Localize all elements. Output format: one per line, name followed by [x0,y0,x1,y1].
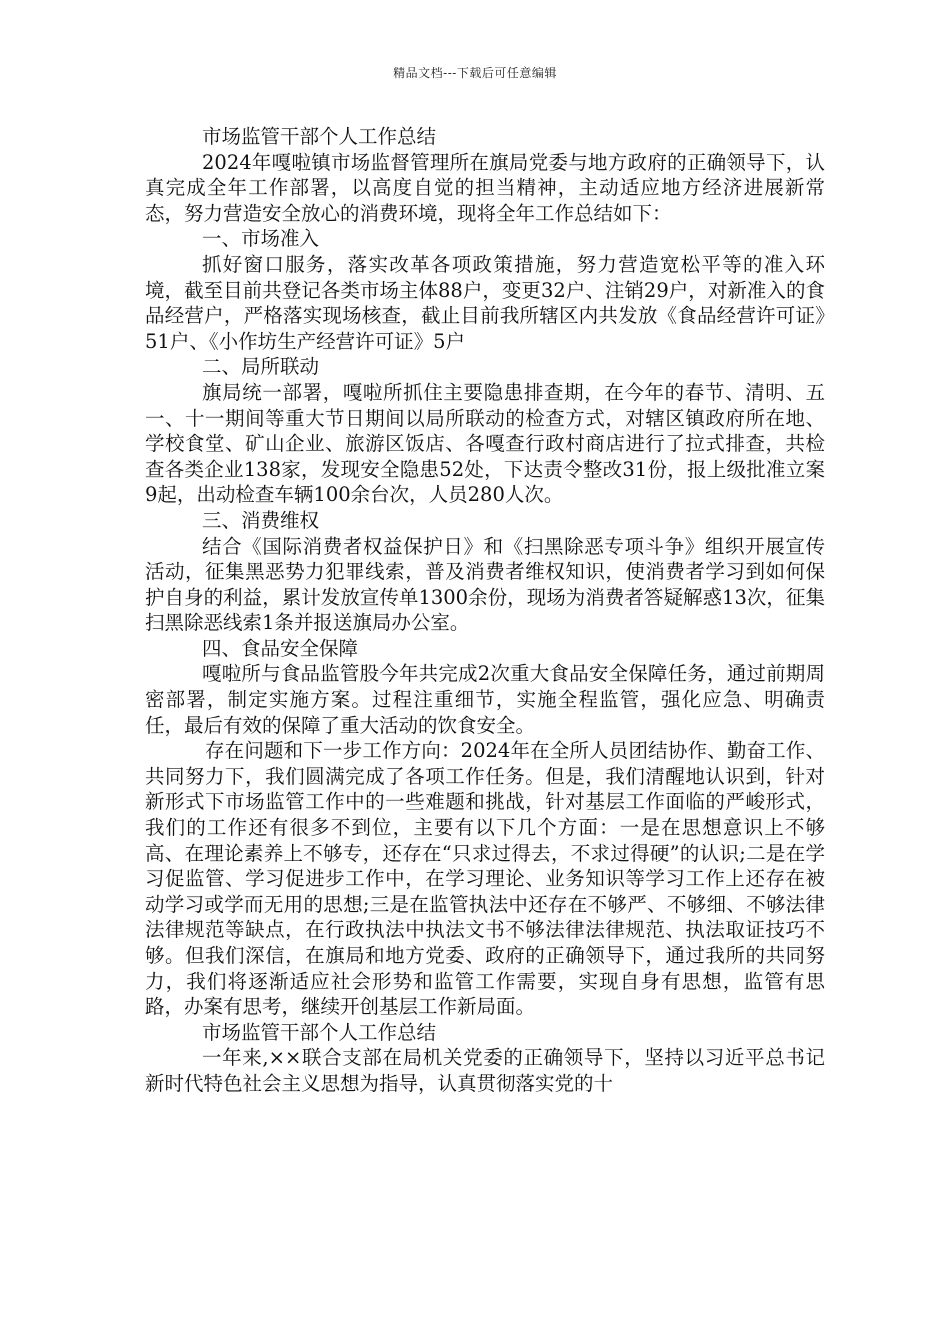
closing-paragraph: 一年来,××联合支部在局机关党委的正确领导下，坚持以习近平总书记新时代特色社会主义思想为指导，认真贯彻落实党的十 [145,1046,825,1095]
second-document-title: 市场监管干部个人工作总结 [202,1020,437,1044]
section-heading-market-access: 一、市场准入 [202,227,320,251]
section-body-market-access: 抓好窗口服务，落实改革各项政策措施，努力营造宽松平等的准入环境，截至目前共登记各类市场主体88户，变更32户、注销29户，对新准入的食品经营户，严格落实现场核查，截止目前我所辖区内共发放《食品经营许可证》51户、《小作坊生产经营许可证》5户 [145,252,825,353]
page-header: 精品文档---下载后可任意编辑 [393,66,557,80]
document-body [145,124,825,1097]
section-body-linkage: 旗局统一部署，嘎啦所抓住主要隐患排查期，在今年的春节、清明、五一、十一期间等重大节日期间以局所联动的检查方式，对辖区镇政府所在地、学校食堂、矿山企业、旅游区饭店、各嘎查行政村商店进行了拉式排查，共检查各类企业138家，发现安全隐患52处，下达责令整改31份，报上级批准立案9起，出动检查车辆100余台次，人员280人次。 [145,380,825,507]
section-heading-linkage: 二、局所联动 [202,355,320,379]
section-body-consumer-rights: 结合《国际消费者权益保护日》和《扫黑除恶专项斗争》组织开展宣传活动，征集黑恶势力犯罪线索，普及消费者维权知识，使消费者学习到如何保护自身的利益，累计发放宣传单1300余份，现场为消费者答疑解惑13次，征集扫黑除恶线索1条并报送旗局办公室。 [145,534,825,635]
section-heading-consumer-rights: 三、消费维权 [202,508,320,532]
document-title: 市场监管干部个人工作总结 [202,125,437,148]
problems-paragraph: 存在问题和下一步工作方向：2024年在全所人员团结协作、勤奋工作、共同努力下，我们圆满完成了各项工作任务。但是，我们清醒地认识到，针对新形式下市场监管工作中的一些难题和挑战，针对基层工作面临的严峻形式，我们的工作还有很多不到位，主要有以下几个方面：一是在思想意识上不够高、在理论素养上不够专，还存在“只求过得去，不求过得硬”的认识;二是在学习促监管、学习促进步工作中，在学习理论、业务知识等学习工作上还存在被动学习或学而无用的思想;三是在监管执法中还存在不够严、不够细、不够法律法律规范等缺点，在行政执法中执法文书不够法律法律规范、执法取证技巧不够。但我们深信，在旗局和地方党委、政府的正确领导下，通过我所的共同努力，我们将逐渐适应社会形势和监管工作需要，实现自身有思想，监管有思路，办案有思考，继续开创基层工作新局面。 [145,739,825,1019]
section-heading-food-safety: 四、食品安全保障 [202,636,359,660]
intro-paragraph: 2024年嘎啦镇市场监督管理所在旗局党委与地方政府的正确领导下，认真完成全年工作部署，以高度自觉的担当精神，主动适应地方经济进展新常态，努力营造安全放心的消费环境，现将全年工作总结如下： [145,150,825,225]
section-body-food-safety: 嘎啦所与食品监管股今年共完成2次重大食品安全保障任务，通过前期周密部署，制定实施方案。过程注重细节，实施全程监管，强化应急、明确责任，最后有效的保障了重大活动的饮食安全。 [145,662,825,737]
